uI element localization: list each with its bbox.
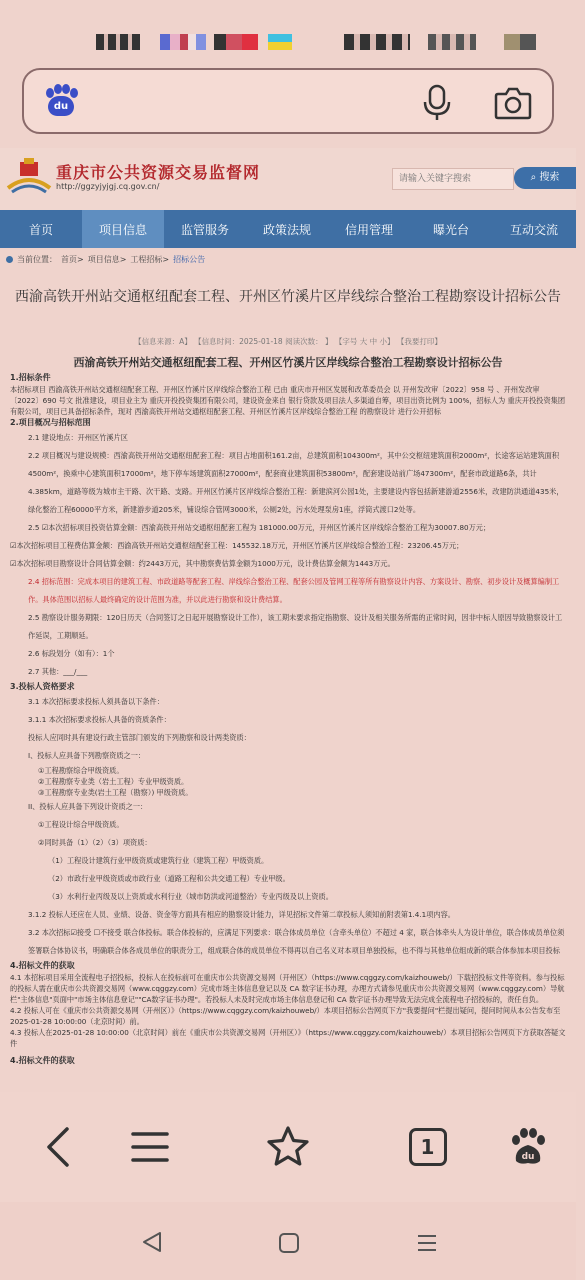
- paragraph: （2）市政行业甲级资质或市政行业（道路工程和公共交通工程）专业甲级。: [48, 874, 290, 883]
- section-heading: 1.招标条件: [10, 373, 51, 382]
- tabs-button[interactable]: [370, 1092, 485, 1202]
- site-search-button[interactable]: [514, 167, 576, 189]
- breadcrumb-prefix: 当前位置：: [17, 255, 57, 264]
- paragraph: ①工程设计综合甲级资质。: [38, 820, 124, 829]
- breadcrumb: [6, 254, 205, 265]
- nav-item-exposure[interactable]: 曝光台: [432, 222, 469, 237]
- paragraph: 2.7 其他：___/___: [28, 667, 88, 676]
- paragraph: ☑本次招标项目勘察设计合同估算金额：约2443万元，其中勘察费估算金额为1000万元，设计费估算金额为1443万元。: [10, 559, 395, 568]
- paragraph: 2.5 勘察设计服务期限：120日历天（合同签订之日起开展勘察设计工作），该工期未要求指定指勘察、设计及相关服务所需的正常时间，因非中标人原因导致勘察设计工作延误，工期顺延。: [28, 613, 563, 640]
- tab-count: 1: [409, 1128, 447, 1166]
- site-logo-icon[interactable]: [6, 158, 52, 194]
- menu-icon: [130, 1129, 170, 1165]
- search-icon: ⌕: [530, 172, 540, 183]
- search-button-label: 搜索: [539, 172, 560, 183]
- section-heading: 2.项目概况与招标范围: [10, 418, 91, 427]
- article-title: 西渝高铁开州站交通枢纽配套工程、开州区竹溪片区岸线综合整治工程勘察设计招标公告: [15, 289, 561, 305]
- system-nav-bar: [0, 1202, 576, 1280]
- baidu-paw-icon: [508, 1127, 548, 1167]
- main-nav: [0, 210, 576, 248]
- paragraph: ③工程勘察专业类(岩土工程（勘察）) 甲级资质。: [38, 788, 193, 797]
- paragraph: 4.1 本招标项目采用全流程电子招投标，投标人在投标前可在重庆市公共资源交易网（开州区）（https://www.cqggzy.com/kaizhouweb/）下载招投标文件等资料。参与投标的投标人需在重庆市公共资源交易网（www.cqggzy.com）完成市场主体信息登记以及 CA 数字证书办理，办理方式请参见重庆市公共资源交易网（www.cqggzy.com）导航栏"主体信息"页面中"市场主体信息登记""CA数字证书办理"。若投标人未及时完成市场主体信息登记和 CA 数字证书办理导致无法完成全流程电子招投标的，责任自负。: [10, 973, 565, 1004]
- status-bar-obscured: [504, 34, 536, 50]
- camera-icon[interactable]: [494, 86, 532, 120]
- paragraph: 3.1.1 本次招标要求投标人具备的资质条件：: [28, 715, 171, 724]
- paragraph: 2.1 建设地点：开州区竹溪片区: [28, 433, 128, 442]
- nav-item-policy[interactable]: 政策法规: [262, 222, 311, 237]
- article-meta: 【信息来源：A】 【信息时间：2025-01-18 阅读次数： 】 【字号 大 中 小】 【我要打印】: [134, 337, 442, 346]
- paragraph: 投标人应同时具有建设行政主管部门颁发的下列勘察和设计两类资质：: [28, 733, 251, 742]
- breadcrumb-project-info[interactable]: 项目信息>: [87, 255, 127, 264]
- status-bar-obscured: [268, 34, 292, 50]
- status-bar: [0, 0, 576, 58]
- paragraph: 本招标项目 西渝高铁开州站交通枢纽配套工程、开州区竹溪片区岸线综合整治工程 已由 重庆市开州区发展和改革委员会 以 开州发改审〔2022〕958 号 、开州发改审〔2022〕690 号文 批准建设，项目业主为 重庆开投投资集团有限公司，建设资金来自 银行贷款及项目法人多渠道自筹，项目出资比例为 100%，招标人为 重庆开投投资集团有限公司，项目已具备招标条件，现对 西渝高铁开州站交通枢纽配套工程、开州区竹溪片区岸线综合整治工程 的勘察设计 进行公开招标: [10, 385, 566, 416]
- section-heading: 4.招标文件的获取: [10, 1056, 75, 1065]
- site-search-input[interactable]: [392, 168, 514, 190]
- site-url: http://ggzyjyjgj.cq.gov.cn/: [56, 182, 160, 191]
- system-recents-icon[interactable]: [416, 1232, 438, 1254]
- location-icon: [6, 256, 13, 263]
- section-heading: 4.招标文件的获取: [10, 961, 75, 970]
- baidu-home-button[interactable]: [470, 1092, 585, 1202]
- breadcrumb-home[interactable]: 首页>: [61, 255, 84, 264]
- site-title[interactable]: 重庆市公共资源交易监督网: [56, 163, 261, 182]
- breadcrumb-current[interactable]: 招标公告: [173, 255, 206, 264]
- paragraph: ②工程勘察专业类（岩土工程）专业甲级资质。: [38, 777, 189, 786]
- status-bar-obscured: [214, 34, 258, 50]
- nav-item-supervision[interactable]: 监管服务: [180, 222, 229, 237]
- system-back-icon[interactable]: [140, 1230, 164, 1254]
- paragraph: 3.1.2 投标人还应在人员、业绩、设备、资金等方面具有相应的勘察设计能力，详见招标文件第二章投标人须知前附表第1.4.1项内容。: [28, 910, 455, 919]
- article-body: [10, 372, 566, 1065]
- baidu-paw-icon[interactable]: du: [44, 84, 78, 118]
- paragraph: 4.2 投标人可在《重庆市公共资源交易网（开州区）》（https://www.cqggzy.com/kaizhouweb/）本项目招标公告网页下方"我要提问"栏提出疑问，提问时间从本公告发布至2025-01-28 10:00:00（北京时间）前。: [10, 1006, 561, 1026]
- section-heading: 3.投标人资格要求: [10, 682, 75, 691]
- paragraph: ①工程勘察综合甲级资质。: [38, 766, 124, 775]
- microphone-icon[interactable]: [422, 84, 452, 122]
- browser-toolbar: [0, 1092, 576, 1202]
- nav-item-interaction[interactable]: 互动交流: [509, 222, 558, 237]
- star-icon: [266, 1125, 310, 1169]
- status-bar-obscured: [160, 34, 206, 50]
- status-bar-obscured: [428, 34, 476, 50]
- system-home-icon[interactable]: [278, 1232, 300, 1254]
- back-icon: [43, 1125, 73, 1169]
- paragraph: 4.3 投标人在2025-01-28 10:00:00（北京时间）前在《重庆市公共资源交易网（开州区）》（https://www.cqggzy.com/kaizhouweb/）本项目招标公告网页下方获取答疑文件: [10, 1028, 566, 1048]
- nav-item-credit[interactable]: 信用管理: [344, 222, 393, 237]
- paragraph-highlight: 2.4 招标范围：完成本项目的建筑工程、市政道路等配套工程、岸线综合整治工程、配套公园及管网工程等所有勘察设计内容、方案设计、勘察、初步设计及概算编制工作。具体范围以招标人最终确定的设计范围为准，并以此进行勘察和设计费结算。: [28, 577, 560, 604]
- paragraph: （3）水利行业丙级及以上资质或水利行业（城市防洪或河道整治）专业丙级及以上资质。: [48, 892, 333, 901]
- browser-search-bar[interactable]: [22, 68, 554, 134]
- paragraph: II、投标人应具备下列设计资质之一：: [28, 802, 148, 811]
- paragraph: ②同时具备（1）（2）（3）项资质：: [38, 838, 152, 847]
- favorite-button[interactable]: [230, 1092, 345, 1202]
- article-subtitle: 西渝高铁开州站交通枢纽配套工程、开州区竹溪片区岸线综合整治工程勘察设计招标公告: [73, 356, 503, 369]
- breadcrumb-tender[interactable]: 工程招标>: [130, 255, 170, 264]
- paragraph: 2.5 ☑本次招标项目投资估算金额：西渝高铁开州站交通枢纽配套工程为 181000.00万元，开州区竹溪片区岸线综合整治工程为30007.80万元；: [28, 523, 491, 532]
- paragraph: I、投标人应具备下列勘察资质之一：: [28, 751, 146, 760]
- paragraph: （1）工程设计建筑行业甲级资质或建筑行业（建筑工程）甲级资质。: [48, 856, 269, 865]
- paragraph: 2.2 项目概况与建设规模：西渝高铁开州站交通枢纽配套工程：项目占地面积161.2亩，总建筑面积104300m²，其中公交枢纽建筑面积2000m²，长途客运站建筑面积4500m²，换乘中心建筑面积17000m²，地下停车场建筑面积27000m²，配套商业建筑面积53800m²，配套建设站前广场47300m²，配套市政道路6条，共计4.385km，道路等级为城市主干路、次干路、支路。开州区竹溪片区岸线综合整治工程：新建滨河公园1处，主要建设内容包括新建游道2556米，改建防洪通道435米，绿化整治工程60000平方米，新建游步道205米，铺设综合管网3000米，公厕2处，污水处理泵房1座，浮筒式渡口2处等。: [28, 451, 564, 514]
- status-bar-obscured: [96, 34, 140, 50]
- paragraph: 2.6 标段划分（如有）：1个: [28, 649, 115, 658]
- site-header: [0, 148, 576, 210]
- paragraph: ☑本次招标项目工程费估算金额：西渝高铁开州站交通枢纽配套工程：145532.18万元，开州区竹溪片区岸线综合整治工程：23206.45万元；: [10, 541, 464, 550]
- status-bar-obscured: [344, 34, 410, 50]
- nav-item-home[interactable]: 首页: [28, 222, 53, 237]
- nav-item-project-info[interactable]: 项目信息: [82, 210, 164, 248]
- paragraph: 3.1 本次招标要求投标人须具备以下条件：: [28, 697, 164, 706]
- menu-button[interactable]: [92, 1092, 207, 1202]
- svg-text:du: du: [521, 1152, 534, 1162]
- paragraph: 3.2 本次招标☑接受 ☐不接受 联合体投标。联合体投标的，应满足下列要求：联合体成员单位（含牵头单位）不超过 4 家，联合体牵头人为设计单位，联合体成员单位须签署联合体协议书，明确联合体各成员单位的职责分工，组成联合体的成员单位不得再以自己名义对本项目单独投标，也不得与其他单位组成新的联合体参加本项目投标: [28, 928, 565, 955]
